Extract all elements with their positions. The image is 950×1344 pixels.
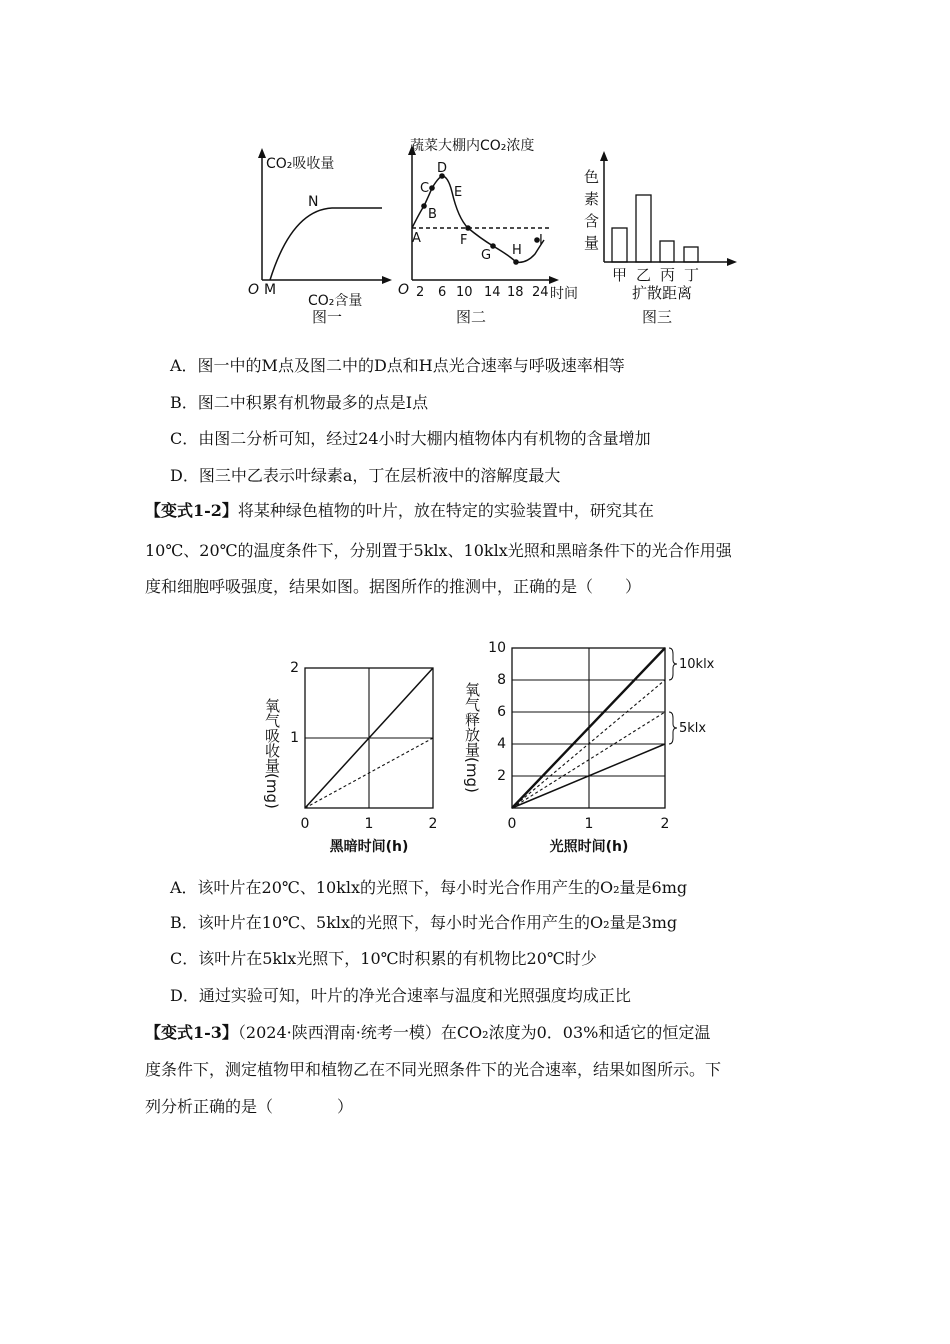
graph-2-ylabel: 蔬菜大棚内CO₂浓度 — [410, 138, 535, 154]
brace-5klx — [669, 712, 677, 744]
graph-2-point-b: B — [428, 207, 437, 222]
graph-1-xlabel: CO₂含量 — [308, 293, 363, 309]
chart-dark-ylabel: 氧气吸收量(mg) — [263, 698, 281, 809]
bar-yi — [636, 195, 651, 262]
chart-dark-xtick-2: 2 — [428, 816, 438, 832]
graph-1-point-m: M — [264, 282, 277, 298]
graph-2-tick-14: 14 — [484, 285, 501, 300]
q2-option-c: C．该叶片在5klx光照下，10℃时积累的有机物比20℃时少 — [170, 949, 597, 968]
figure-group-2 — [255, 628, 735, 863]
graph-2-point-h: H — [512, 243, 522, 258]
graph-3-xlabel: 扩散距离 — [632, 284, 693, 302]
graph-2-tick-24: 24 — [532, 285, 549, 300]
graph-2-point-g: G — [481, 248, 492, 263]
q1-option-b: B．图二中积累有机物最多的点是I点 — [170, 393, 429, 412]
graph-2-point-e: E — [454, 185, 463, 200]
graph-2-point-a: A — [412, 231, 421, 246]
bar-jia — [612, 228, 627, 262]
chart-light-ytick-6: 6 — [497, 704, 506, 720]
q3-line-3: 列分析正确的是（ ） — [145, 1097, 354, 1116]
graph-3-bar-label-yi: 乙 — [636, 266, 652, 284]
chart-dark-xlabel: 黑暗时间(h) — [329, 839, 409, 855]
graph-3-caption: 图三 — [642, 308, 673, 326]
q1-option-c: C．由图二分析可知，经过24小时大棚内植物体内有机物的含量增加 — [170, 429, 651, 448]
figure-group-1 — [240, 130, 740, 330]
graph-3-ylabel-4: 量 — [584, 234, 600, 252]
graph-2-tick-18: 18 — [507, 285, 524, 300]
chart-dark-ytick-2: 2 — [290, 660, 299, 676]
graph-1-origin: O — [248, 282, 260, 298]
q1-option-a: A．图一中的M点及图二中的D点和H点光合速率与呼吸速率相等 — [170, 356, 625, 375]
graph-2-tick-6: 6 — [438, 285, 447, 300]
q3-line-2: 度条件下，测定植物甲和植物乙在不同光照条件下的光合速率，结果如图所示。下 — [145, 1060, 722, 1079]
graph-3-ylabel-1: 色 — [584, 168, 600, 186]
graph-2 — [398, 137, 578, 326]
chart-light — [463, 640, 715, 855]
q2-option-a: A．该叶片在20℃、10klx的光照下，每小时光合作用产生的O₂量是6mg — [170, 878, 688, 897]
q3-tag: 【变式1-3】 — [145, 1023, 238, 1042]
graph-2-caption: 图二 — [456, 308, 487, 326]
graph-3-ylabel-2: 素 — [584, 190, 600, 208]
chart-dark-ytick-1: 1 — [290, 730, 299, 746]
bar-ding — [684, 247, 698, 262]
chart-light-ytick-2: 2 — [497, 768, 506, 784]
graph-1-point-n: N — [308, 194, 319, 210]
q3-text-1: （2024·陕西渭南·统考一模）在CO₂浓度为0．03%和适它的恒定温 — [237, 1023, 711, 1042]
graph-2-point-f: F — [460, 233, 468, 248]
graph-2-point-i: I — [539, 233, 543, 248]
label-10klx: 10klx — [679, 657, 715, 672]
graph-3-bar-label-jia: 甲 — [612, 266, 628, 284]
chart-light-ytick-8: 8 — [497, 672, 506, 688]
graph-2-xlabel: 时间 — [550, 286, 578, 302]
brace-10klx — [669, 648, 677, 680]
graph-2-tick-2: 2 — [416, 285, 425, 300]
graph-1 — [248, 148, 392, 326]
graph-1-ylabel: CO₂吸收量 — [266, 156, 335, 172]
chart-dark-xtick-1: 1 — [364, 816, 374, 832]
chart-light-xtick-1: 1 — [584, 816, 594, 832]
graph-3 — [584, 151, 737, 326]
chart-light-xtick-2: 2 — [660, 816, 670, 832]
q2-line-3: 度和细胞呼吸强度，结果如图。据图所作的推测中，正确的是（ ） — [145, 577, 642, 596]
chart-light-ylabel: 氧气释放量(mg) — [463, 682, 481, 793]
graph-3-bar-label-ding: 丁 — [684, 266, 700, 284]
graph-3-bar-label-bing: 丙 — [660, 266, 676, 284]
graph-2-tick-10: 10 — [456, 285, 473, 300]
label-5klx: 5klx — [679, 721, 707, 736]
chart-light-ytick-10: 10 — [488, 640, 506, 656]
chart-light-xlabel: 光照时间(h) — [549, 839, 629, 855]
q2-text-1: 将某种绿色植物的叶片，放在特定的实验装置中，研究其在 — [237, 501, 654, 520]
chart-dark-xtick-0: 0 — [300, 816, 310, 832]
q2-tag: 【变式1-2】 — [145, 501, 238, 520]
graph-2-point-c: C — [420, 181, 430, 196]
graph-2-point-d: D — [437, 161, 448, 176]
q3-line-1 — [145, 1020, 710, 1043]
q2-option-b: B．该叶片在10℃、5klx的光照下，每小时光合作用产生的O₂量是3mg — [170, 913, 678, 932]
chart-dark — [263, 660, 437, 855]
graph-2-origin: O — [398, 282, 410, 298]
graph-1-caption: 图一 — [312, 308, 343, 326]
q1-option-d: D．图三中乙表示叶绿素a，丁在层析液中的溶解度最大 — [170, 466, 561, 485]
chart-light-ytick-4: 4 — [497, 736, 506, 752]
q2-line-2: 10℃、20℃的温度条件下，分别置于5klx、10klx光照和黑暗条件下的光合作用强 — [145, 541, 732, 560]
chart-light-xtick-0: 0 — [507, 816, 517, 832]
graph-3-ylabel-3: 含 — [584, 212, 600, 230]
q2-option-d: D．通过实验可知，叶片的净光合速率与温度和光照强度均成正比 — [170, 986, 631, 1005]
bar-bing — [660, 241, 674, 262]
q2-line-1 — [145, 498, 654, 521]
